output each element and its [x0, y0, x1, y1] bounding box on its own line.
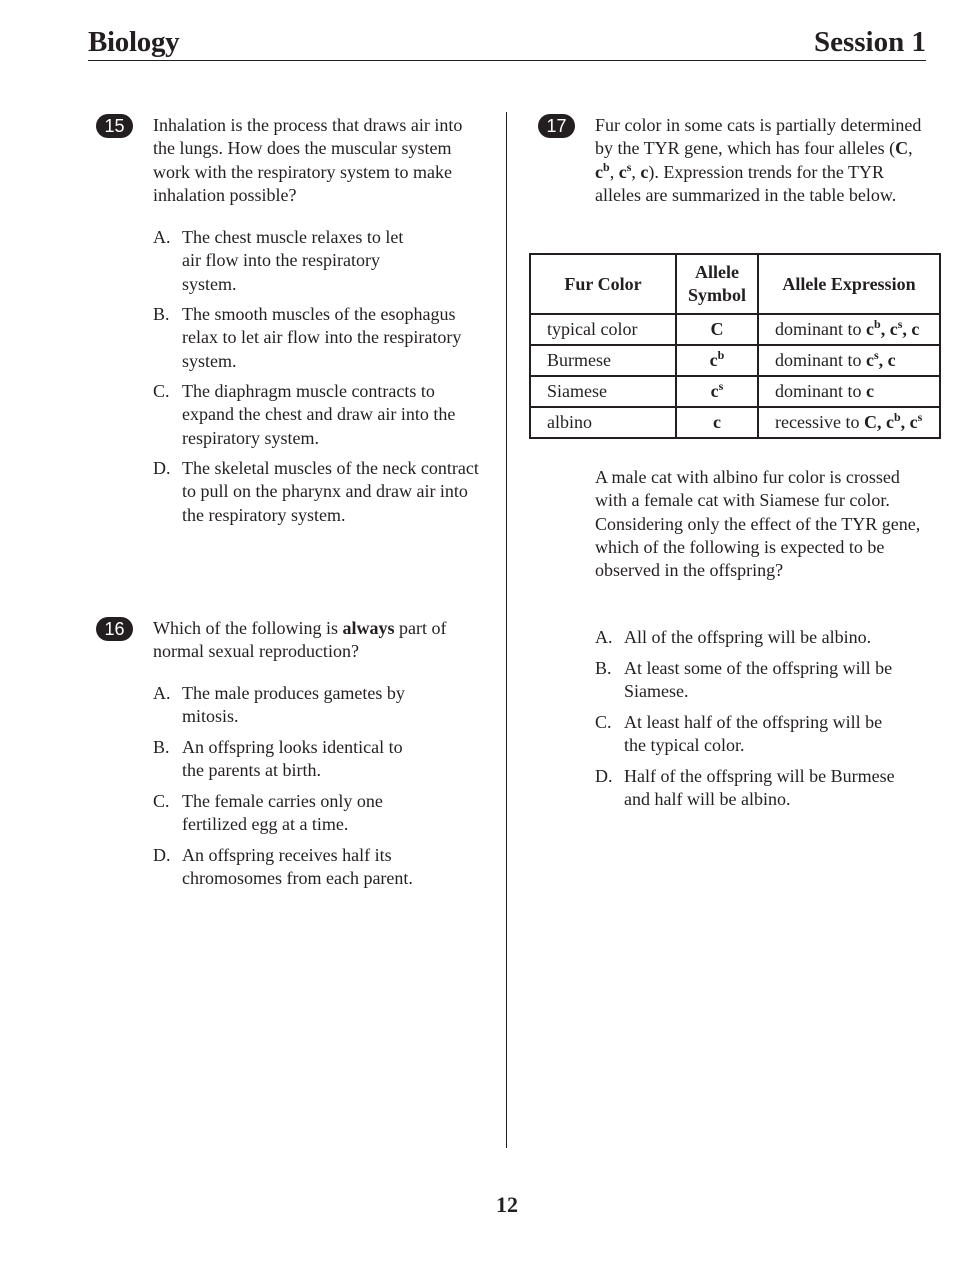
fur-color-cell: albino [530, 407, 676, 438]
option-letter: B. [595, 658, 612, 678]
separator: , [900, 412, 910, 432]
allele-symbol: c [640, 161, 649, 182]
allele-symbol [595, 159, 610, 182]
expression-text: dominant to [775, 350, 866, 370]
stem-emphasis: always [342, 618, 395, 638]
allele-expression-cell [758, 345, 940, 376]
stem-text: part of normal sexual reproduction? [153, 618, 447, 662]
option-letter: A. [595, 627, 613, 647]
allele-superscript: s [626, 159, 632, 174]
allele-base: c [866, 319, 874, 339]
allele-expression-cell [758, 407, 940, 438]
table-row [530, 376, 940, 407]
table-row [530, 407, 940, 438]
option-letter: C. [153, 381, 170, 401]
allele-superscript: s [897, 317, 903, 331]
option-text: The diaphragm muscle contracts to expand the chest and draw air into the respiratory system. [182, 381, 456, 448]
option-letter: A. [153, 683, 171, 703]
allele-list [866, 350, 896, 370]
allele-superscript: b [603, 159, 610, 174]
allele-symbol [618, 159, 632, 182]
option-letter: D. [595, 766, 613, 786]
intro-text: ). Expression trends for the TYR alleles are summarized in the table below. [595, 161, 897, 205]
allele-base: c [710, 381, 719, 401]
option-text: The female carries only one fertilized egg at a time. [182, 791, 383, 835]
option-text: At least some of the offspring will be Siamese. [624, 658, 893, 702]
column-header: Allele Symbol [676, 254, 758, 314]
allele-superscript: s [718, 379, 724, 393]
session-title: Session 1 [813, 26, 926, 58]
fur-color-cell: typical color [530, 314, 676, 345]
separator: , [609, 161, 619, 182]
allele-expression-cell [758, 376, 940, 407]
fur-color-cell: Siamese [530, 376, 676, 407]
stem-text: Which of the following is [153, 618, 343, 638]
column-divider [506, 112, 507, 1148]
question-16-stem [153, 617, 493, 664]
allele-list [866, 319, 919, 339]
option-letter: C. [595, 712, 612, 732]
expression-text: dominant to [775, 381, 866, 401]
allele-symbol: C [895, 138, 909, 159]
option-letter: B. [153, 737, 170, 757]
column-header: Fur Color [530, 254, 676, 314]
option-letter: B. [153, 304, 170, 324]
allele-list: c [866, 381, 874, 401]
allele-list [864, 412, 922, 432]
option-text: Half of the offspring will be Burmese and half will be albino. [624, 766, 895, 810]
allele-base: c [911, 319, 920, 339]
allele-base: c [618, 161, 627, 182]
allele-base: c [889, 319, 898, 339]
expression-text: dominant to [775, 319, 866, 339]
allele-symbol-cell: c [676, 407, 758, 438]
option-text: The smooth muscles of the esophagus relax to let air flow into the respiratory system. [182, 304, 462, 371]
allele-superscript: b [874, 317, 881, 331]
column-header: Allele Expression [758, 254, 940, 314]
allele-base: c [595, 161, 603, 182]
allele-base: c [866, 350, 874, 370]
expression-text: recessive to [775, 412, 864, 432]
option-text: The skeletal muscles of the neck contract to pull on the pharynx and draw air into the respiratory system. [182, 458, 479, 525]
allele-base: c [709, 350, 718, 370]
intro-text: Fur color in some cats is partially determined by the TYR gene, which has four alleles ( [595, 115, 922, 159]
separator: , [878, 350, 888, 370]
option-text: At least half of the offspring will be the typical color. [624, 712, 883, 756]
option-text: The male produces gametes by mitosis. [182, 683, 405, 727]
allele-symbol-cell [676, 376, 758, 407]
page-header [88, 24, 926, 61]
allele-expression-cell [758, 314, 940, 345]
fur-color-cell: Burmese [530, 345, 676, 376]
allele-base: c [909, 412, 918, 432]
table-row [530, 314, 940, 345]
separator: , [908, 138, 913, 159]
allele-symbol-cell [676, 345, 758, 376]
allele-superscript: b [717, 348, 725, 362]
allele-symbol-cell: C [676, 314, 758, 345]
table-header-row [530, 254, 940, 314]
option-letter: A. [153, 227, 171, 247]
allele-superscript: s [874, 348, 879, 362]
table-row [530, 345, 940, 376]
question-number-15: 15 [96, 114, 133, 138]
allele-superscript: s [917, 410, 923, 424]
question-17-intro [595, 114, 927, 207]
allele-base: C [863, 412, 877, 432]
subject-title: Biology [88, 26, 180, 58]
question-number-16: 16 [96, 617, 133, 641]
option-letter: D. [153, 845, 171, 865]
option-text: An offspring receives half its chromosomes from each parent. [182, 845, 413, 889]
separator: , [631, 161, 641, 182]
separator: , [902, 319, 912, 339]
allele-base: c [885, 412, 894, 432]
question-number-17: 17 [538, 114, 575, 138]
option-text: The chest muscle relaxes to let air flow into the respiratory system. [182, 227, 404, 294]
question-15-stem: Inhalation is the process that draws air into the lungs. How does the muscular system work with the respiratory system to make inhalation possible? [153, 115, 463, 205]
separator: , [876, 412, 886, 432]
option-text: An offspring looks identical to the parents at birth. [182, 737, 403, 781]
question-17-stem: A male cat with albino fur color is crossed with a female cat with Siamese fur color. Considering only the effect of the TYR gene, which of the following is expected to be observed in the offspring? [595, 467, 921, 581]
option-text: All of the offspring will be albino. [624, 627, 872, 647]
separator: , [880, 319, 890, 339]
option-letter: C. [153, 791, 170, 811]
option-letter: D. [153, 458, 171, 478]
allele-superscript: b [893, 410, 901, 424]
tyr-allele-table [529, 253, 941, 439]
allele-base: c [887, 350, 896, 370]
page-number: 12 [496, 1192, 518, 1217]
